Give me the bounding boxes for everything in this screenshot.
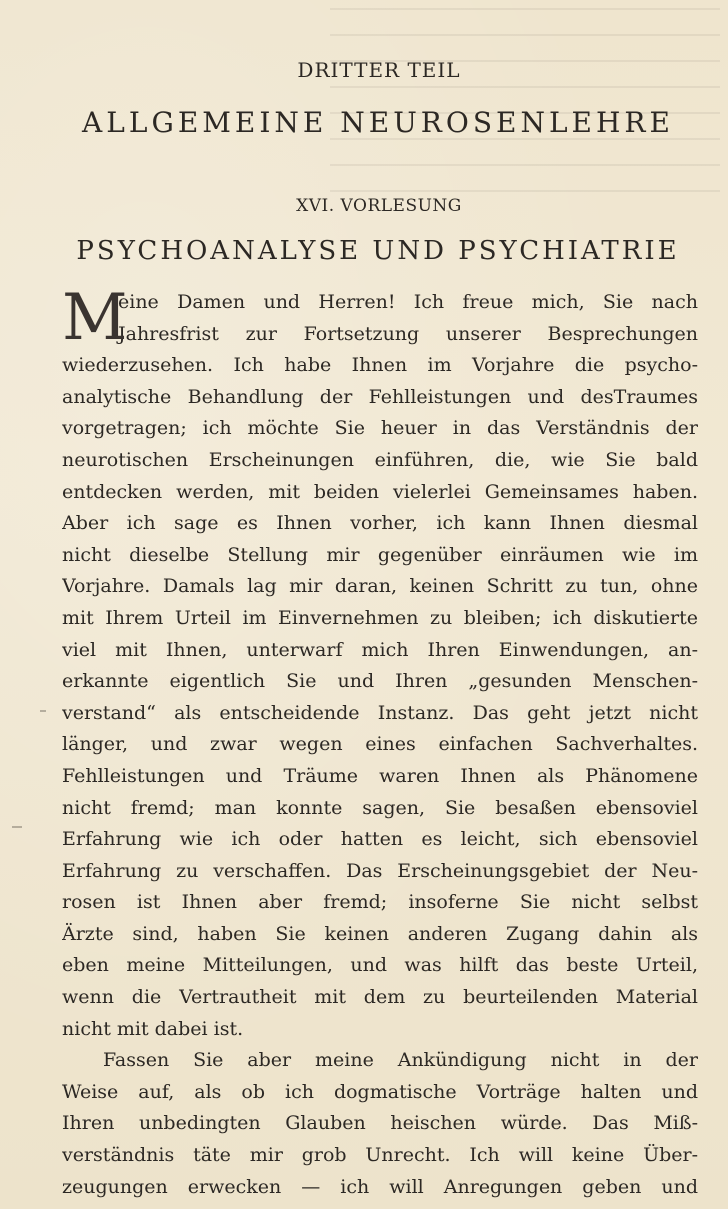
text-line: neurotischen Erscheinungen einführen, die, wie Sie bald: [62, 448, 698, 471]
margin-mark: [40, 710, 46, 712]
text-line: analytische Behandlung der Fehlleistungen und desTraumes: [62, 385, 698, 408]
text-line: Vorjahre. Damals lag mir daran, keinen Schritt zu tun, ohne: [62, 575, 698, 598]
bleed-through-text: [330, 8, 720, 198]
text-line: rosen ist Ihnen aber fremd; insoferne Sie nicht selbst: [62, 891, 698, 914]
text-line: eine Damen und Herren! Ich freue mich, Sie nach: [118, 291, 698, 313]
text-line: länger, und zwar wegen eines einfachen Sachverhaltes.: [62, 733, 698, 756]
text-line: verständnis täte mir grob Unrecht. Ich will keine Über-: [62, 1144, 698, 1167]
lecture-heading: XVI. VORLESUNG: [296, 196, 462, 216]
text-line: Ihren unbedingten Glauben heischen würde. Das Miß-: [62, 1112, 698, 1135]
text-line: vorgetragen; ich möchte Sie heuer in das Verständnis der: [62, 417, 698, 440]
text-line: Ärzte sind, haben Sie keinen anderen Zugang dahin als: [62, 922, 698, 945]
text-line: Fassen Sie aber meine Ankündigung nicht in der: [103, 1049, 698, 1072]
text-line: wenn die Vertrautheit mit dem zu beurteilenden Material: [62, 986, 698, 1009]
chapter-title: PSYCHOANALYSE UND PSYCHIATRIE: [76, 236, 680, 266]
text-line: viel mit Ihnen, unterwarf mich Ihren Einwendungen, an-: [62, 638, 698, 661]
text-line: Weise auf, als ob ich dogmatische Vorträge halten und: [62, 1080, 698, 1103]
text-line: mit Ihrem Urteil im Einvernehmen zu bleiben; ich diskutierte: [62, 606, 698, 629]
text-line: wiederzusehen. Ich habe Ihnen im Vorjahre die psycho-: [62, 354, 698, 377]
text-line: zeugungen erwecken — ich will Anregungen geben und: [62, 1175, 698, 1198]
text-line: Aber ich sage es Ihnen vorher, ich kann Ihnen diesmal: [62, 512, 698, 535]
part-heading: DRITTER TEIL: [297, 58, 461, 82]
body-text: [62, 281, 698, 1203]
text-line: Fehlleistungen und Träume waren Ihnen als Phänomene: [62, 764, 698, 787]
text-line: entdecken werden, mit beiden vielerlei Gemeinsames haben.: [62, 480, 698, 503]
paragraph-1: [62, 281, 698, 1045]
text-line: nicht mit dabei ist.: [62, 1017, 244, 1040]
text-line: Jahresfrist zur Fortsetzung unserer Besprechungen: [118, 322, 698, 345]
text-line: nicht fremd; man konnte sagen, Sie besaßen ebensoviel: [62, 796, 698, 819]
paragraph-2: [62, 1045, 698, 1203]
text-line: Erfahrung zu verschaffen. Das Erscheinungsgebiet der Neu-: [62, 859, 698, 882]
part-title: ALLGEMEINE NEUROSENLEHRE: [82, 106, 674, 139]
text-line: nicht dieselbe Stellung mir gegenüber einräumen wie im: [62, 543, 698, 566]
text-line: Erfahrung wie ich oder hatten es leicht, sich ebensoviel: [62, 828, 698, 851]
text-line: verstand“ als entscheidende Instanz. Das geht jetzt nicht: [62, 701, 698, 724]
margin-mark: [12, 826, 22, 828]
text-line: erkannte eigentlich Sie und Ihren „gesunden Menschen-: [62, 670, 698, 693]
text-line: eben meine Mitteilungen, und was hilft das beste Urteil,: [62, 954, 698, 977]
drop-cap: M: [62, 281, 128, 355]
